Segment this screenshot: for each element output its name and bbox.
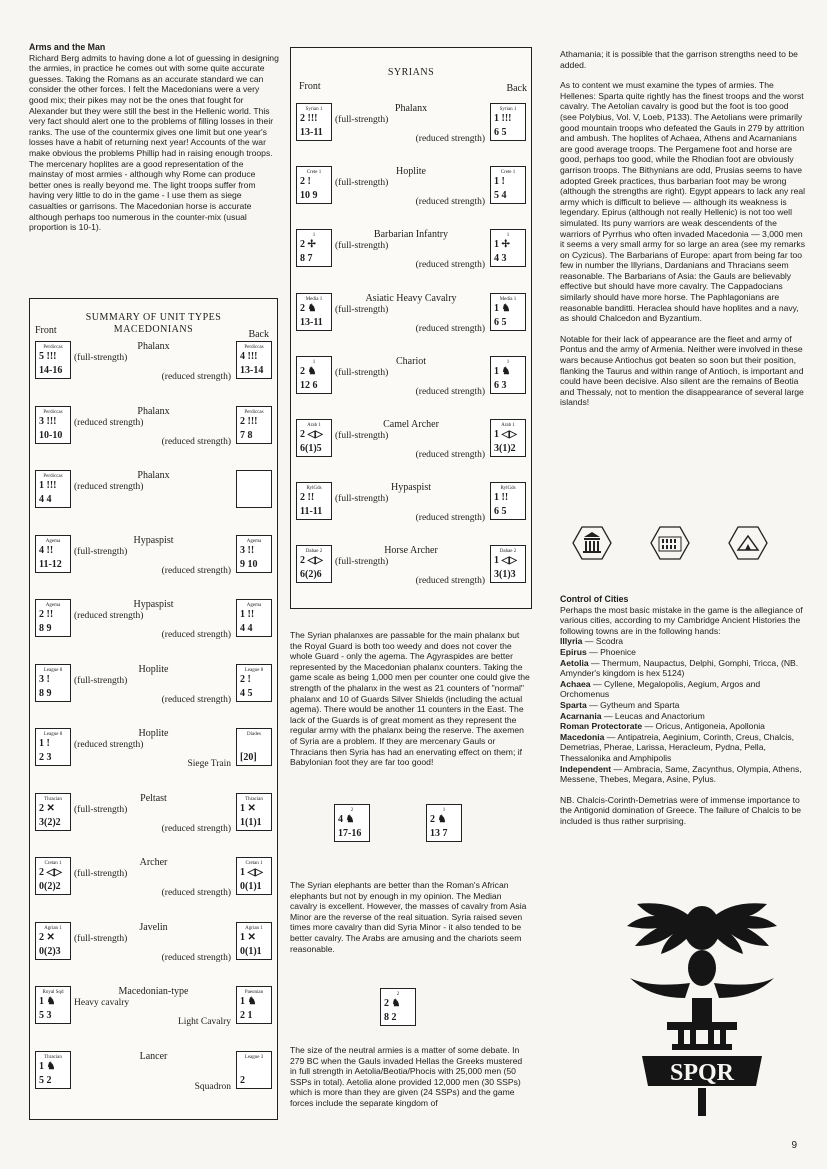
syr-back-label: Back: [506, 83, 527, 94]
unit-type-name: Hypaspist: [391, 482, 431, 494]
unit-type-name: Phalanx: [137, 470, 170, 481]
counter-bot: 6 5: [494, 127, 507, 138]
back-counter: [236, 599, 272, 637]
counter-nm: Paeonian: [244, 990, 264, 995]
counter-nm: Media 1: [305, 296, 323, 302]
counter-mid: 2 !!: [39, 609, 54, 620]
city-entry: [560, 721, 806, 732]
counter-nm: Thracian: [44, 1054, 62, 1060]
unit-strength-label: (full-strength): [335, 367, 389, 378]
unit-strength-label: (reduced strength): [74, 611, 144, 621]
unit-reduced-label: Siege Train: [187, 759, 231, 769]
unit-type-name: Hoplite: [138, 728, 169, 739]
mac-row: [30, 1051, 277, 1116]
spqr-text: SPQR: [669, 1060, 735, 1086]
counter-mid: 1 ♞: [494, 302, 511, 314]
front-counter: [35, 599, 71, 637]
front-counter: [296, 103, 332, 141]
counter-bot: 0(1)1: [240, 945, 262, 957]
city-entry: [560, 711, 806, 722]
left-intro: [29, 42, 279, 233]
counter-mid: 4 !!!: [240, 351, 258, 362]
back-counter: [236, 728, 272, 766]
syr-row: [291, 166, 531, 229]
back-counter: [490, 356, 526, 394]
counter-mid: 2 !: [300, 176, 311, 188]
front-counter: [296, 229, 332, 267]
counter-nm: Agema: [246, 603, 262, 608]
front-counter: [296, 482, 332, 520]
mac-row: [30, 728, 277, 793]
counter-nm: League 8: [43, 667, 63, 673]
mac-front-label: Front: [35, 325, 57, 336]
counter-mid: 1 ◁▷: [494, 429, 517, 440]
back-counter: [236, 341, 272, 379]
front-counter: [296, 293, 332, 331]
unit-strength-label: (full-strength): [335, 304, 389, 315]
unit-type-name: Camel Archer: [383, 419, 439, 430]
mac-row: [30, 986, 277, 1051]
unit-type-name: Javelin: [139, 921, 168, 933]
counter-nm: Perdiccas: [43, 345, 63, 350]
front-counter: [296, 166, 332, 204]
unit-reduced-label: (reduced strength): [161, 952, 231, 963]
city-icons: [560, 525, 790, 570]
counter-nm: Syrian 1: [499, 107, 517, 112]
city-towns: — Thermum, Naupactus, Delphi, Gomphi, Tricca, (NB. Amynder's kingdom is hex 5124): [560, 657, 799, 679]
counter-nm: Cretan 1: [44, 861, 62, 866]
syr-row: [291, 545, 531, 608]
back-counter: [490, 293, 526, 331]
counter-mid: 3 !!: [240, 544, 255, 556]
unit-type-name: Phalanx: [137, 341, 170, 352]
unit-strength-label: (full-strength): [74, 353, 128, 363]
unit-type-name: Hypaspist: [133, 599, 174, 610]
back-counter: [236, 986, 272, 1024]
counter-nm: Perdiccas: [244, 409, 264, 415]
unit-reduced-label: Light Cavalry: [177, 1017, 231, 1027]
counter-bot: 10-10: [39, 429, 63, 441]
unit-reduced-label: (reduced strength): [415, 513, 485, 524]
back-counter: [490, 229, 526, 267]
counter-mid: 4 !!: [39, 544, 54, 556]
city-entry: [560, 679, 806, 700]
counter-mid: 1 ✕: [240, 931, 256, 943]
mac-back-label: Back: [248, 329, 269, 340]
unit-strength-label: (full-strength): [74, 546, 128, 557]
counter-mid: 1 !: [494, 176, 505, 188]
mac-row: [30, 664, 277, 729]
counter-nm: 1: [312, 359, 316, 365]
counter-mid: 1 ✢: [494, 239, 510, 251]
counter-nm: Syrian 1: [305, 107, 323, 112]
city-towns: — Cyllene, Megalopolis, Aegium, Argos and Orchomenus: [560, 678, 761, 700]
counter-bot: 9 10: [240, 558, 258, 570]
city-entry: [560, 700, 806, 711]
unit-type-name: Horse Archer: [384, 545, 438, 557]
unit-strength-label: Heavy cavalry: [74, 998, 130, 1008]
unit-strength-label: (reduced strength): [74, 417, 144, 428]
counter-bot: 7 8: [240, 429, 253, 441]
unit-type-name: Lancer: [139, 1050, 168, 1062]
counter-mid: 2 !: [240, 673, 251, 685]
counter-mid: 2 ◁▷: [300, 555, 323, 567]
elephant-counter-2: 1 2 ♞ 13 7: [426, 804, 462, 842]
mac-row: [30, 857, 277, 922]
city-entry: [560, 732, 806, 764]
city-entry: [560, 658, 806, 679]
unit-reduced-label: (reduced strength): [161, 565, 231, 576]
unit-reduced-label: (reduced strength): [161, 694, 231, 705]
counter-bot: 13-11: [300, 316, 323, 328]
control-heading: Control of Cities: [560, 594, 629, 604]
mac-row: [30, 793, 277, 858]
counter-nm: Crete 1: [500, 170, 516, 176]
unit-reduced-label: (reduced strength): [161, 630, 231, 640]
counter-bot: 3(2)2: [39, 816, 61, 828]
front-counter: [35, 341, 71, 379]
unit-reduced-label: (reduced strength): [415, 260, 485, 271]
mac-row: [30, 470, 277, 535]
counter-mid: 1 ♞: [39, 996, 56, 1007]
counter-nm: Agema: [45, 538, 61, 544]
front-counter: [35, 664, 71, 702]
back-counter: [490, 545, 526, 583]
counter-nm: Perdiccas: [244, 345, 264, 350]
city-region: Acarnania: [560, 710, 602, 721]
control-of-cities: [560, 594, 806, 836]
city-towns: — Scodra: [582, 636, 624, 647]
counter-mid: 1 ✕: [240, 802, 256, 814]
right-para-0: Athamania; it is possible that the garrison strengths need to be added.: [560, 49, 798, 70]
left-intro-body: Richard Berg admits to having done a lot of guessing in designing the armies, in practice he comes out with some quite accurate guesses. Taking the Romans as an accurate standard we can consider the other forces. I felt the Macedonians were a very good mix; their pikes may not be the ones that fought for Alexander but they were still the best in the Hellenic world. This very fact should alert one to the problems of filling losses in their ranks. The use of the countermix gives one limit but one year's losses have a habit of returning next year! Accounts of the war make obvious the problems Phillip had in raising enough troops. The mercenary hoplites are a good representation of the mainstay of most armies - although why Rome can produce better ones is really beyond me. The light troops suffer from having very little to do in the game - I use them as siege casualties or garrisons. The Macedonian horse is accurate although perhaps too numerous in the counter-mix (usual proportion is 10-1).: [29, 52, 279, 233]
unit-reduced-label: Squadron: [194, 1081, 231, 1092]
back-counter: [236, 470, 272, 508]
counter-bot: 6 3: [494, 379, 507, 391]
city-entry: [560, 647, 806, 658]
back-counter: [236, 406, 272, 444]
unit-strength-label: (full-strength): [74, 675, 128, 686]
counter-nm: RylGds: [500, 486, 516, 492]
counter-nm: Media 1: [499, 296, 517, 302]
unit-strength-label: (full-strength): [335, 557, 389, 568]
counter-bot: [20]: [240, 752, 257, 763]
counter-bot: 8 9: [39, 687, 52, 699]
counter-nm: Arab 1: [501, 423, 515, 428]
syr-row: [291, 293, 531, 356]
back-counter: [236, 535, 272, 573]
right-column: [560, 49, 806, 418]
counter-nm: RylGds: [306, 486, 322, 492]
counter-mid: 1 !!!: [494, 113, 512, 124]
unit-type-name: Hoplite: [138, 663, 169, 675]
syr-row: [291, 229, 531, 292]
counter-nm: League 8: [244, 667, 264, 673]
counter-bot: 5 2: [39, 1074, 52, 1086]
back-counter: [236, 793, 272, 831]
cities-list: [560, 636, 806, 784]
counter-bot: 5 4: [494, 190, 507, 202]
right-para-2: Notable for their lack of appearance are the fleet and army of Pontus and the army of Armenia. Neither were involved in these wars because Antiochus got beaten so soon but their position, flanking the Taurus and within range of Antioch, is important and could have been decisive. Also silent are the remains of Beotia and Thessaly, not to mention the disappearance of several large islands!: [560, 333, 804, 408]
city-region: Independent: [560, 763, 612, 774]
counter-mid: 2 !!!: [300, 113, 318, 124]
counter-nm: Royal Sqd: [42, 990, 64, 995]
front-counter: [35, 793, 71, 831]
unit-strength-label: (full-strength): [335, 115, 389, 125]
counter-nm: Agema: [246, 538, 262, 544]
back-counter: [236, 857, 272, 895]
front-counter: [35, 535, 71, 573]
unit-type-name: Peltast: [140, 792, 167, 804]
counter-mid: 1 !!!: [39, 480, 57, 491]
unit-type-name: Asiatic Heavy Cavalry: [365, 292, 457, 304]
middle-para-2: The Syrian elephants are better than the Roman's African elephants but not by enough in my opinion. The Median cavalry is excellent. However, the masses of cavalry from Asia Minor are the reverse of the real situation. Syria raised seven times more cavalry than did Syria Minor - it also tended to be better cavalry. The Arabs are amusing and the chariots seem reasonable.: [290, 880, 527, 954]
mac-row: [30, 599, 277, 664]
counter-nm: Perdiccas: [43, 474, 63, 479]
page-number: 9: [791, 1140, 797, 1151]
unit-reduced-label: (reduced strength): [415, 134, 485, 144]
elephant-counter-1: 2 4 ♞ 17-16: [334, 804, 370, 842]
counter-bot: 4 3: [494, 253, 507, 265]
counter-mid: 2 !!: [300, 492, 315, 504]
counter-bot: 3(1)3: [494, 569, 516, 581]
syr-row: [291, 482, 531, 545]
unit-strength-label: (full-strength): [74, 804, 128, 815]
unit-reduced-label: (reduced strength): [161, 372, 231, 382]
city-towns: — Gytheum and Sparta: [586, 699, 680, 710]
city-region: Sparta: [560, 699, 587, 710]
unit-strength-label: (full-strength): [335, 241, 389, 252]
counter-mid: 2 ♞: [300, 302, 317, 314]
mac-title1: SUMMARY OF UNIT TYPES: [85, 312, 222, 323]
counter-bot: 14-16: [39, 365, 63, 376]
counter-bot: 6(2)6: [300, 569, 322, 581]
counter-bot: 0(2)2: [39, 881, 61, 892]
back-counter: [236, 922, 272, 960]
unit-reduced-label: (reduced strength): [415, 450, 485, 460]
control-body: Perhaps the most basic mistake in the game is the allegiance of various cities, according to my Cambridge Ancient Histories the following towns are in the following hands:: [560, 604, 803, 636]
counter-bot: 13-14: [240, 365, 264, 376]
counter-bot: 10 9: [300, 190, 318, 202]
counter-nm: 1: [506, 359, 510, 365]
back-counter: [490, 166, 526, 204]
mac-title2: MACEDONIANS: [113, 324, 194, 335]
syr-front-label: Front: [299, 81, 321, 92]
syr-title: SYRIANS: [387, 67, 435, 78]
spqr-eagle-emblem: [612, 888, 792, 1118]
counter-mid: 1 ◁▷: [240, 867, 263, 878]
unit-type-name: Hoplite: [396, 166, 426, 178]
front-counter: [35, 1051, 71, 1089]
unit-strength-label: (reduced strength): [74, 482, 144, 492]
counter-bot: 2 1: [240, 1010, 253, 1021]
unit-type-name: Phalanx: [137, 405, 170, 417]
unit-strength-label: (full-strength): [335, 431, 389, 441]
syrian-table: [290, 47, 532, 609]
city-towns: — Oricus, Antigoneia, Apollonia: [642, 721, 765, 732]
counter-mid: 2 ✕: [39, 802, 55, 814]
counter-mid: 2 !!!: [240, 415, 258, 427]
city-region: Epirus: [560, 646, 587, 657]
counter-mid: 1 !!: [494, 492, 509, 504]
syr-row: [291, 103, 531, 166]
counter-nm: Diades: [247, 732, 261, 737]
counter-bot: 2: [240, 1074, 245, 1086]
counter-bot: 4 4: [240, 623, 253, 634]
counter-mid: 2 ◁▷: [300, 429, 323, 440]
counter-mid: 1 ◁▷: [494, 555, 517, 567]
counter-bot: 4 5: [240, 687, 253, 699]
city-region: Aetolia: [560, 657, 589, 668]
right-para-1: As to content we must examine the types of armies. The Hellenes: Sparta quite rightly has the finest troops and the worst cavalry. The Aetolian cavalry is good but the foot is too good (see Polybius, Vol. V, Loeb, P133). The Aetolians were primarily good mountain troops who defeated the Gauls in 279 by attrition and ambush. The hoplites of Achaea, Athens and Acarnanians are good average troops. The Pergamene foot and horse are good, perhaps too good, while the Rhodian foot are obviously garrison troops. The Bithynians are odd, Prusias seems to have adopted Greek practices, thus barbarian foot may be wrong (although the strengths are right). Egypt appears to lack any real army which is difficult to believe — although its weakness is legendary. Epirus (although not really Hellenic) is not too well simulated. Its puny warriors are weak descendents of the warriors of Pyrrhus who often invaded Macedonia — 3,000 men it seems a very small army for so large an area (see my remarks on Cyzicus). The Barbarians of Europe: apart from being far too few in number the Illyrians, Dardanians and Thracians seem reasonable. The Barbarians of Asia: the Gauls are believably effective but should have more cavalry. The Cappadocians similarly should have more horse. The Paphlagonians are reasonable banditti. Heraclea should have hoplites and a navy, as should Chalcedon and Byzantium.: [560, 80, 806, 324]
counter-nm: Thracian: [44, 796, 62, 802]
counter-mid: 3 !!!: [39, 415, 57, 427]
counter-nm: 1: [312, 233, 316, 239]
tent-hex-icon: [728, 525, 768, 561]
counter-mid: 3 !: [39, 673, 50, 685]
back-counter: [490, 482, 526, 520]
unit-type-name: Archer: [139, 857, 168, 868]
middle-para-3: The size of the neutral armies is a matter of some debate. In 279 BC when the Gauls invaded Hellas the Greeks mustered in full strength in Aetolia/Beotia/Phocis with 25,000 men (50 SSPs in total). Aetolia alone provided 12,000 men (30 SSPs) which is more than they are given (24 SSPs) and the game forces include the separate kingdom of: [290, 1045, 523, 1108]
counter-nm: Agrian 1: [44, 925, 62, 931]
counter-bot: 6 5: [494, 506, 507, 518]
unit-type-name: Macedonian-type: [118, 986, 189, 997]
mac-row: [30, 922, 277, 987]
front-counter: [35, 728, 71, 766]
mac-row: [30, 341, 277, 406]
syr-row: [291, 356, 531, 419]
counter-bot: 0(1)1: [240, 881, 262, 892]
unit-strength-label: (full-strength): [74, 933, 128, 944]
city-region: Achaea: [560, 678, 591, 689]
temple-hex-icon: [572, 525, 612, 561]
front-counter: [296, 356, 332, 394]
counter-bot: 0(2)3: [39, 945, 61, 957]
counter-bot: 5 3: [39, 1010, 52, 1021]
counter-mid: 5 !!!: [39, 351, 57, 362]
unit-type-name: Phalanx: [394, 103, 428, 114]
counter-bot: 11-11: [300, 506, 323, 518]
counter-mid: 1 !!: [240, 609, 255, 620]
city-entry: [560, 764, 806, 785]
unit-reduced-label: (reduced strength): [161, 436, 231, 447]
city-towns: — Ambracia, Same, Zacynthus, Olympia, Athens, Messene, Thebes, Megara, Asine, Pylus.: [560, 763, 802, 785]
counter-mid: 1 !: [39, 738, 50, 749]
counter-nm: 1: [506, 233, 510, 239]
macedonian-table: [29, 298, 278, 1120]
syr-row: [291, 419, 531, 482]
nb-paragraph: NB. Chalcis-Corinth-Demetrias were of immense importance to the Antigonid domination of Greece. The failure of Chalcis to be included is thus rather surprising.: [560, 794, 802, 826]
city-towns: — Phoenice: [586, 646, 636, 657]
back-counter: [490, 103, 526, 141]
counter-mid: 1 ♞: [494, 365, 511, 377]
left-intro-heading: Arms and the Man: [29, 42, 106, 52]
city-entry: [560, 636, 806, 647]
counter-bot: 1(1)1: [240, 816, 262, 828]
back-counter: [236, 1051, 272, 1089]
unit-strength-label: (full-strength): [74, 869, 128, 879]
chariot-counter: 2 2 ♞ 8 2: [380, 988, 416, 1026]
unit-type-name: Chariot: [396, 355, 426, 367]
counter-bot: 6 5: [494, 316, 507, 328]
back-counter: [236, 664, 272, 702]
counter-nm: Arab 1: [307, 423, 321, 428]
unit-strength-label: (reduced strength): [74, 740, 144, 750]
counter-bot: 3(1)2: [494, 443, 516, 454]
counter-bot: 13-11: [300, 127, 323, 138]
middle-para-1: The Syrian phalanxes are passable for the main phalanx but the Royal Guard is both too weedy and does not cover the whole Guard - only the agema. The Agyraspides are better represented by the Macedonian phalanx counters. Taking the game scale as being 1,000 men per counter one could give the strength of the phalanx in the west as 21 counters of "normal" phalanx and 10 of Guards Silver Shields (including the actual agema). There would be another 11 counters in the East. The lack of the Guards is of great moment as they represent the regular army with the phalanx being the reserve. The axemen of Syria are a problem. If they are mercenary Gauls or Thracians then Syria has had an enervating effect on them; if Babylonian foot they are far too good!: [290, 630, 530, 768]
front-counter: [35, 857, 71, 895]
front-counter: [35, 986, 71, 1024]
city-region: Illyria: [560, 636, 583, 647]
mac-row: [30, 406, 277, 471]
city-region: Roman Protectorate: [560, 721, 643, 732]
colosseum-hex-icon: [650, 525, 690, 561]
counter-bot: 2 3: [39, 752, 52, 763]
city-towns: — Leucas and Anactorium: [601, 710, 705, 721]
counter-nm: Perdiccas: [43, 409, 63, 415]
front-counter: [296, 419, 332, 457]
counter-mid: 2 ♞: [300, 365, 317, 377]
unit-reduced-label: (reduced strength): [161, 823, 231, 834]
city-towns: — Antipatreia, Aeginium, Corinth, Creus, Chalcis, Demetrias, Pherae, Larissa, Heracleum, Pydna, Pella, Thessalonika and Amphipolis: [560, 731, 795, 763]
counter-bot: 6(1)5: [300, 443, 322, 454]
city-region: Macedonia: [560, 731, 605, 742]
front-counter: [35, 922, 71, 960]
counter-mid: 2 ✕: [39, 931, 55, 943]
counter-bot: 11-12: [39, 558, 62, 570]
unit-reduced-label: (reduced strength): [161, 888, 231, 898]
counter-mid: 1 ♞: [39, 1060, 56, 1072]
unit-strength-label: (full-strength): [335, 494, 389, 505]
front-counter: [35, 470, 71, 508]
unit-strength-label: (full-strength): [335, 178, 389, 189]
counter-nm: League 3: [244, 1054, 264, 1060]
back-counter: [490, 419, 526, 457]
unit-type-name: Hypaspist: [133, 534, 174, 546]
counter-nm: Crete 1: [306, 170, 322, 176]
counter-bot: 4 4: [39, 494, 52, 505]
unit-type-name: Barbarian Infantry: [373, 229, 449, 241]
counter-nm: League 8: [43, 732, 63, 737]
counter-nm: Cretan 1: [245, 861, 263, 866]
counter-nm: Thracian: [245, 796, 263, 802]
counter-mid: 2 ✢: [300, 239, 316, 251]
counter-nm: Agema: [45, 603, 61, 608]
unit-reduced-label: (reduced strength): [415, 386, 485, 397]
counter-nm: Dahae 2: [499, 549, 517, 555]
front-counter: [35, 406, 71, 444]
counter-bot: 12 6: [300, 379, 318, 391]
counter-mid: 2 ◁▷: [39, 867, 62, 878]
counter-nm: Agrian 1: [245, 925, 263, 931]
unit-reduced-label: (reduced strength): [415, 323, 485, 334]
counter-nm: Dahae 2: [305, 549, 323, 555]
counter-bot: 8 9: [39, 623, 52, 634]
front-counter: [296, 545, 332, 583]
unit-reduced-label: (reduced strength): [415, 576, 485, 587]
counter-mid: 1 ♞: [240, 996, 257, 1007]
mac-row: [30, 535, 277, 600]
counter-bot: 8 7: [300, 253, 313, 265]
unit-reduced-label: (reduced strength): [415, 197, 485, 208]
